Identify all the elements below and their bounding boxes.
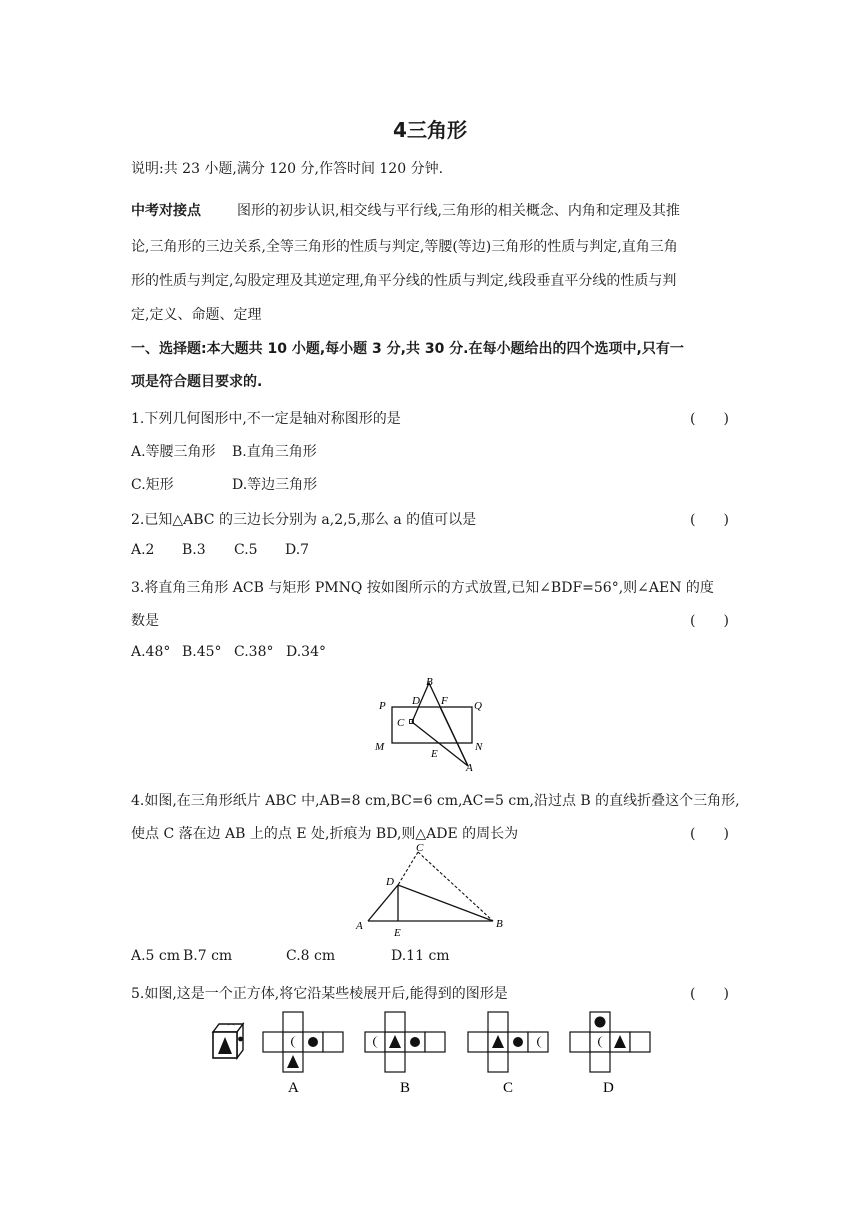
net-option-b [365,1012,445,1095]
q1-options-row-1 [131,441,317,461]
q2-option-a: A.2 [131,542,155,558]
q1-option-b: B.直角三角形 [232,444,317,460]
label-a: A [356,920,363,932]
label-n: N [475,741,483,753]
q3-options [131,644,326,660]
q4-option-b: B.7 cm [183,948,233,964]
triangle-acb [412,683,468,766]
segment-fa [440,707,468,766]
dashed-side-cb [418,852,493,921]
q1-option-d: D.等边三角形 [232,477,318,493]
net-label-c: C [503,1080,514,1095]
label-q: Q [474,700,482,712]
intro-label: 中考对接点 [131,203,201,219]
intro-line-4: 定,定义、命题、定理 [131,307,262,323]
q2-answer-blank: ( ) [690,512,729,528]
section-heading-line-1: 一、选择题:本大题共 10 小题,每小题 3 分,共 30 分.在每小题给出的四个选项中,只有一 [131,341,684,357]
q5-answer-blank: ( ) [690,986,729,1002]
q4-option-d: D.11 cm [391,948,450,964]
q3-option-d: D.34° [286,644,326,660]
dashed-side-cd [398,852,418,885]
q5-stem: 5.如图,这是一个正方体,将它沿某些棱展开后,能得到的图形是 [131,986,508,1002]
label-d: D [386,876,394,888]
q2-options [131,542,309,558]
q4-option-c: C.8 cm [286,948,336,964]
net-option-c [468,1012,548,1095]
q4-answer-blank: ( ) [690,826,729,842]
q2-option-b: B.3 [182,542,206,558]
label-p: P [379,700,386,712]
q4-options [131,948,450,964]
intro-line-1 [131,200,680,220]
q3-answer-blank: ( ) [690,613,729,629]
q4-figure [350,842,510,940]
label-c: C [416,842,424,854]
triangle-adb [368,885,493,921]
q4-stem-line-2: 使点 C 落在边 AB 上的点 E 处,折痕为 BD,则△ADE 的周长为 [131,826,519,842]
q3-figure [370,674,495,774]
q2-option-c: C.5 [234,542,258,558]
q4-option-a: A.5 cm [131,948,181,964]
net-option-d [570,1012,650,1095]
label-a: A [466,762,473,774]
intro-line-3: 形的性质与判定,勾股定理及其逆定理,角平分线的性质与判定,线段垂直平分线的性质与判 [131,273,677,289]
net-label-b: B [400,1080,411,1095]
label-b: B [426,676,433,688]
label-m: M [375,741,385,753]
label-d: D [412,695,420,707]
intro-text-1: 图形的初步认识,相交线与平行线,三角形的相关概念、内角和定理及其推 [237,203,680,219]
q3-option-a: A.48° [131,644,171,660]
q2-option-d: D.7 [285,542,310,558]
intro-line-2: 论,三角形的三边关系,全等三角形的性质与判定,等腰(等边)三角形的性质与判定,直角三角 [131,239,678,255]
q1-options-row-2 [131,474,317,494]
q3-option-c: C.38° [234,644,274,660]
label-f: F [441,695,448,707]
section-heading-line-2: 项是符合题目要求的. [131,374,263,390]
net-label-d: D [603,1080,614,1095]
q4-stem-line-1: 4.如图,在三角形纸片 ABC 中,AB=8 cm,BC=6 cm,AC=5 cm,沿过点 B 的直线折叠这个三角形, [131,793,740,809]
label-c: C [397,717,405,729]
q5-figure [205,1010,665,1095]
q1-stem: 1.下列几何图形中,不一定是轴对称图形的是 [131,411,401,427]
exam-note: 说明:共 23 小题,满分 120 分,作答时间 120 分钟. [131,161,444,177]
q1-option-c: C.矩形 [131,477,174,493]
label-e: E [394,927,401,939]
cube-icon [213,1024,243,1058]
q2-stem: 2.已知△ABC 的三边长分别为 a,2,5,那么 a 的值可以是 [131,512,477,528]
page-title: 4三角形 [393,118,467,142]
q1-answer-blank: ( ) [690,411,729,427]
net-option-a [263,1012,343,1095]
label-e: E [431,748,438,760]
q1-option-a: A.等腰三角形 [131,444,216,460]
label-b: B [496,918,503,930]
q3-option-b: B.45° [182,644,222,660]
net-label-a: A [288,1080,299,1095]
q3-stem-line-2: 数是 [131,613,159,629]
q3-stem-line-1: 3.将直角三角形 ACB 与矩形 PMNQ 按如图所示的方式放置,已知∠BDF=56°,则∠AEN 的度 [131,580,714,596]
